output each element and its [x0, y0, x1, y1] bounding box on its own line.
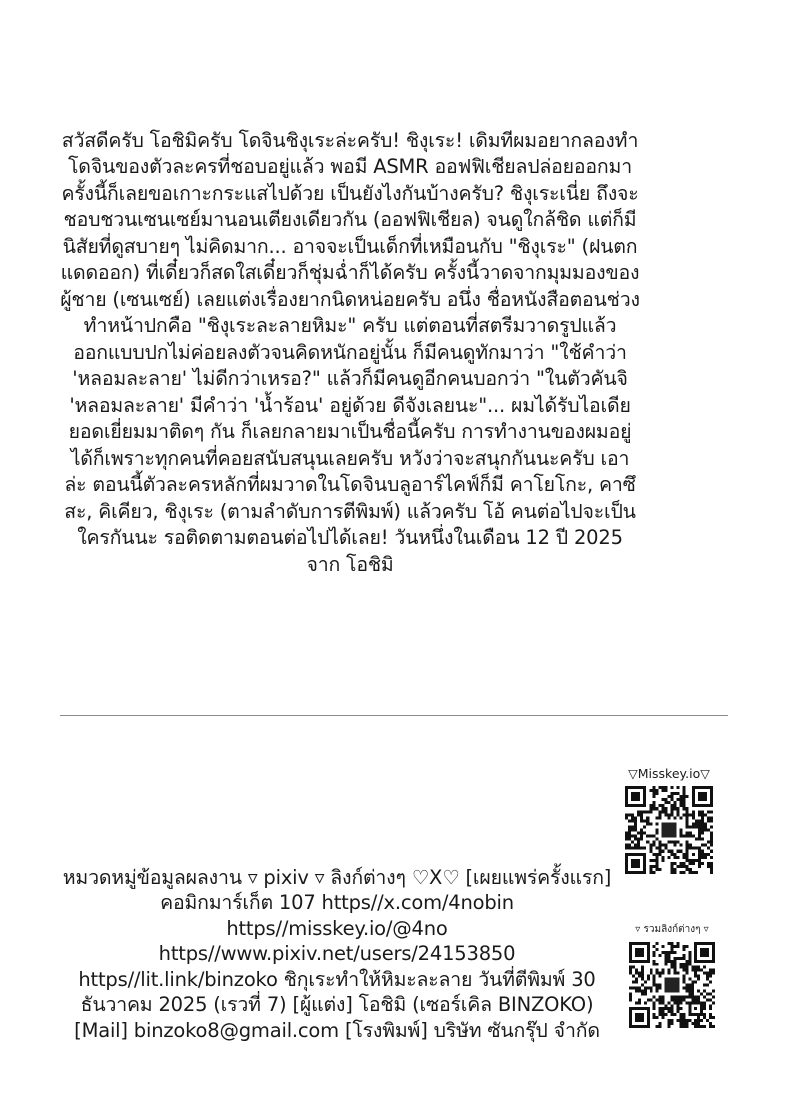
- litlink-qr-caption: ▿ รวมลิงก์ต่างๆ ▿: [635, 924, 709, 935]
- misskey-qr-block: [619, 766, 719, 874]
- colophon-text: หมวดหมู่ข้อมูลผลงาน ▿ pixiv ▿ ลิงก์ต่างๆ ♡X♡ [เผยแพร่ครั้งแรก] คอมิกมาร์เก็ต 107 https//x.com/4nobin https//misskey.io/@4no https//www.pixiv.net/users/24153850 https//lit.link/binzoko ชิกุเระทำให้หิมะละลาย วันที่ตีพิมพ์ 30 ธันวาคม 2025 (เรวที่ 7) [ผู้แต่ง] โอชิมิ (เซอร์เคิล BINZOKO) [Mail] binzoko8@gmail.com [โรงพิมพ์] บริษัท ซันกรุ๊ป จำกัด: [62, 865, 612, 1042]
- misskey-qr-code-icon: [625, 786, 713, 874]
- section-divider: [60, 715, 728, 716]
- afterword-text: สวัสดีครับ โอชิมิครับ โดจินชิงุเระล่ะครับ! ชิงุเระ! เดิมทีผมอยากลองทำโดจินของตัวละครที่ชอบอยู่แล้ว พอมี ASMR ออฟฟิเชียลปล่อยออกมา ครั้งนี้ก็เลยขอเกาะกระแสไปด้วย เป็นยังไงกันบ้างครับ? ชิงุเระเนี่ย ถึงจะชอบชวนเซนเซย์มานอนเตียงเดียวกัน (ออฟฟิเชียล) จนดูใกล้ชิด แต่ก็มีนิสัยที่ดูสบายๆ ไม่คิดมาก... อาจจะเป็นเด็กที่เหมือนกับ "ชิงุเระ" (ฝนตกแดดออก) ที่เดี๋ยวก็สดใสเดี๋ยวก็ชุ่มฉ่ำก็ได้ครับ ครั้งนี้วาดจากมุมมองของผู้ชาย (เซนเซย์) เลยแต่งเรื่องยากนิดหน่อยครับ อนึ่ง ชื่อหนังสือตอนช่วงทำหน้าปกคือ "ชิงุเระละลายหิมะ" ครับ แต่ตอนที่สตรีมวาดรูปแล้วออกแบบปกไม่ค่อยลงตัวจนคิดหนักอยู่นั้น ก็มีคนดูทักมาว่า "ใช้คำว่า 'หลอมละลาย' ไม่ดีกว่าเหรอ?" แล้วก็มีคนดูอีกคนบอกว่า "ในตัวคันจิ 'หลอมละลาย' มีคำว่า 'น้ำร้อน' อยู่ด้วย ดีจังเลยนะ"... ผมได้รับไอเดียยอดเยี่ยมมาติดๆ กัน ก็เลยกลายมาเป็นชื่อนี้ครับ การทำงานของผมอยู่ได้ก็เพราะทุกคนที่คอยสนับสนุนเลยครับ หวังว่าจะสนุกกันนะครับ เอาล่ะ ตอนนี้ตัวละครหลักที่ผมวาดในโดจินบลูอาร์ไคฟ์ก็มี คาโยโกะ, คาซึสะ, คิเคียว, ชิงุเระ (ตามลำดับการตีพิมพ์) แล้วครับ โอ้ คนต่อไปจะเป็นใครกันนะ รอติดตามตอนต่อไปได้เลย! วันหนึ่งในเดือน 12 ปี 2025 จาก โอชิมิ: [60, 128, 640, 576]
- misskey-qr-caption: ▽Misskey.io▽: [628, 766, 710, 781]
- litlink-qr-block: [622, 922, 722, 1028]
- litlink-qr-code-icon: [629, 942, 715, 1028]
